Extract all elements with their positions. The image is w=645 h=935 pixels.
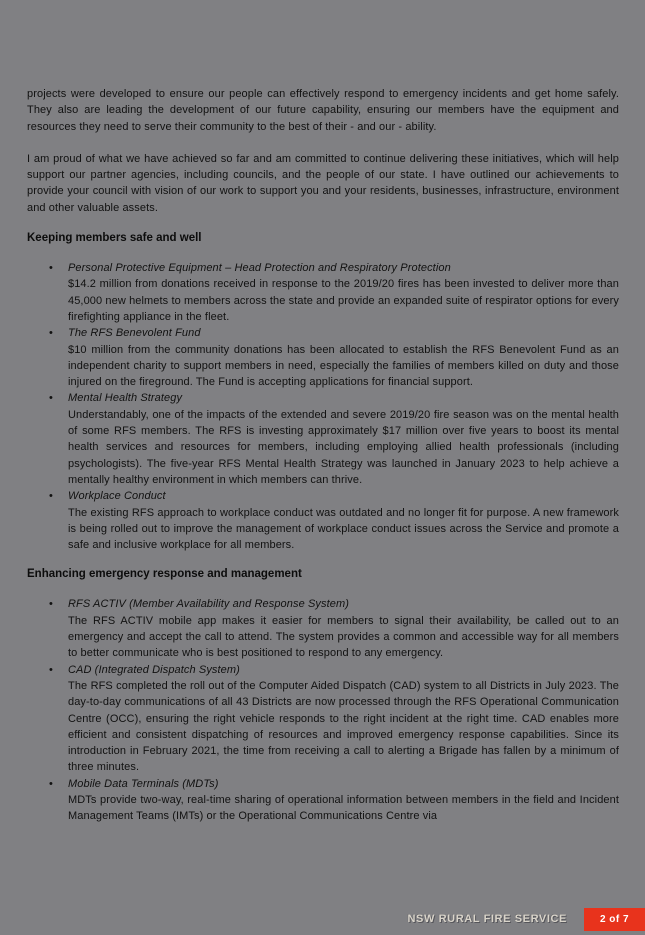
list-item [27, 776, 619, 825]
bullet-title: CAD (Integrated Dispatch System) [68, 663, 240, 676]
bullet-marker: • [49, 392, 53, 405]
bullet-title: Personal Protective Equipment – Head Protection and Respiratory Protection [68, 262, 451, 275]
bullet-title: Mobile Data Terminals (MDTs) [68, 777, 219, 790]
bullet-list-response [27, 596, 619, 824]
bullet-body: The existing RFS approach to workplace conduct was outdated and no longer fit for purpose. A new framework is being rolled out to improve the management of workplace conduct issues across the Service and promote a safe and inclusive workplace for all members. [68, 506, 619, 552]
bullet-title: The RFS Benevolent Fund [68, 327, 201, 340]
bullet-body: $14.2 million from donations received in response to the 2019/20 fires has been invested to deliver more than 45,000 new helmets to members across the state and provide an expanded suite of respirator options for every firefighting appliance in the fleet. [68, 278, 619, 323]
list-item [27, 662, 619, 776]
bullet-marker: • [49, 262, 53, 275]
bullet-body: $10 million from the community donations has been allocated to establish the RFS Benevolent Fund as an independent charity to support members in need, especially the families of members killed on duty and those injured on the fireground. The Fund is accepting applications for financial support. [68, 343, 619, 389]
bullet-marker: • [49, 777, 53, 790]
list-item [27, 325, 619, 390]
intro-paragraph: projects were developed to ensure our people can effectively respond to emergency incidents and get home safely. They also are leading the development of our future capability, ensuring our members have the equipment and resources they need to serve their community to the best of their - and our - ability. [27, 88, 619, 133]
list-item [27, 260, 619, 325]
bullet-body: Understandably, one of the impacts of the extended and severe 2019/20 fire season was on the mental health of some RFS members. The RFS is investing approximately $17 million over five years to boost its mental health services and resources for members, including employing allied health professionals (including psychologists). The five-year RFS Mental Health Strategy was launched in January 2023 to help achieve a mentally healthy environment in which members can thrive. [68, 408, 619, 486]
document-content [27, 86, 619, 825]
section-heading-keeping-members-safe: Keeping members safe and well [27, 232, 202, 245]
footer-brand-wordmark: NSW RURAL FIRE SERVICE [407, 913, 567, 925]
bullet-list-safety [27, 260, 619, 553]
bullet-title: Workplace Conduct [68, 490, 166, 503]
list-item [27, 596, 619, 661]
page-number-badge: 2 of 7 [584, 908, 645, 931]
bullet-marker: • [49, 327, 53, 340]
bullet-body: The RFS completed the roll out of the Computer Aided Dispatch (CAD) system to all Districts in July 2023. The day-to-day communications of all 43 Districts are now processed through the RFS Operational Communication Centre (OCC), ensuring the right vehicle responds to the right incident at the right time. CAD enables more efficient and consistent dispatching of resources and improved emergency response capabilities. Since its introduction in February 2021, the time from receiving a call to alerting a Brigade has fallen by a minimum of three minutes. [68, 679, 619, 774]
list-item [27, 390, 619, 488]
list-item [27, 488, 619, 553]
section-heading-enhancing-response: Enhancing emergency response and management [27, 568, 302, 581]
bullet-title: Mental Health Strategy [68, 392, 183, 405]
bullet-body: MDTs provide two-way, real-time sharing of operational information between members in the field and Incident Management Teams (IMTs) or the Operational Communications Centre via [68, 793, 619, 823]
bullet-marker: • [49, 663, 53, 676]
bullet-marker: • [49, 490, 53, 503]
intro-paragraph: I am proud of what we have achieved so far and am committed to continue delivering these initiatives, which will help support our partner agencies, including councils, and the people of our state. I have outlined our achievements to provide your council with vision of our work to support you and your residents, businesses, infrastructure, environment and other valuable assets. [27, 152, 619, 214]
bullet-marker: • [49, 598, 53, 611]
bullet-body: The RFS ACTIV mobile app makes it easier for members to signal their availability, be called out to an emergency and accept the call to attend. The system provides a common and accessible way for all members to better communicate who is best positioned to respond to any emergency. [68, 614, 619, 660]
bullet-title: RFS ACTIV (Member Availability and Response System) [68, 598, 350, 611]
